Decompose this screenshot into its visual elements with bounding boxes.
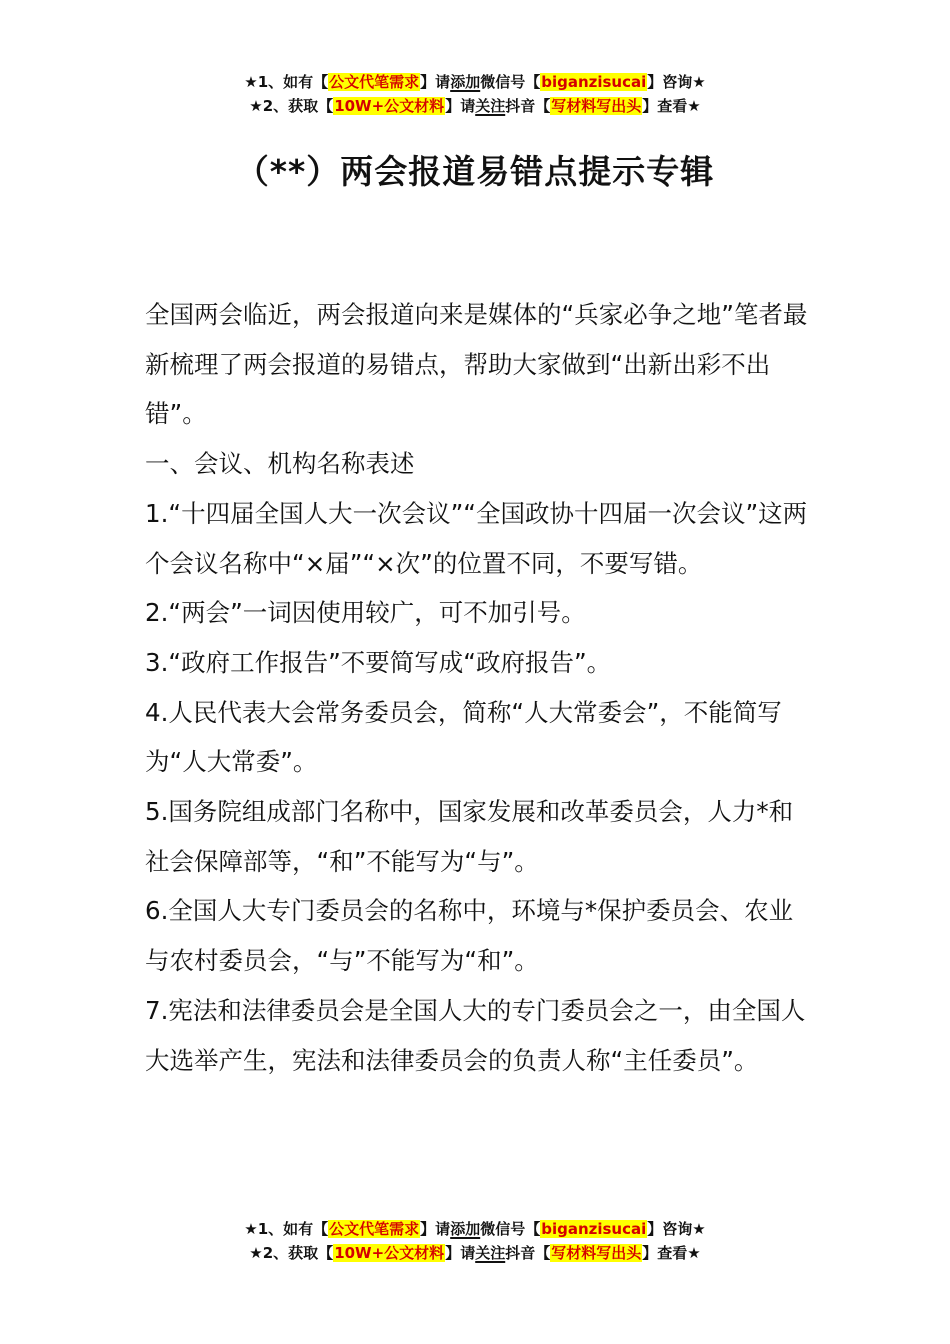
page-title: （**）两会报道易错点提示专辑 (235, 152, 715, 191)
banner-highlight: biganzisucai (541, 73, 647, 91)
list-item: 1.“十四届全国人大一次会议”“全国政协十四届一次会议”这两个会议名称中“×届”“×次”的位置不同，不要写错。 (145, 498, 808, 578)
banner-highlight: 10W+公文材料 (334, 97, 445, 115)
banner-highlight: 10W+公文材料 (334, 1244, 445, 1262)
banner-text: ★1、如有【 (244, 1220, 329, 1238)
banner-underlined-text: 关注 (475, 97, 506, 115)
banner-text: 】咨询★ (647, 1220, 706, 1238)
banner-text: 微信号【 (480, 73, 541, 91)
banner-text: 抖音【 (505, 97, 551, 115)
banner-text: 】请 (420, 73, 451, 91)
banner-text: ★2、获取【 (249, 1244, 334, 1262)
banner-text: 】请 (420, 1220, 451, 1238)
banner-text: 】请 (445, 1244, 476, 1262)
banner-text: 抖音【 (505, 1244, 551, 1262)
list-item: 6.全国人大专门委员会的名称中，环境与*保护委员会、农业与农村委员会，“与”不能写为“和”。 (145, 896, 794, 976)
footer-banner (0, 1217, 950, 1265)
header-banner (0, 70, 950, 118)
banner-text: 微信号【 (480, 1220, 541, 1238)
banner-text: 】查看★ (642, 97, 701, 115)
banner-text: ★2、获取【 (249, 97, 334, 115)
list-item: 2.“两会”一词因使用较广，可不加引号。 (145, 598, 586, 628)
banner-highlight: 公文代笔需求 (329, 1220, 420, 1238)
list-item: 3.“政府工作报告”不要简写成“政府报告”。 (145, 647, 612, 677)
banner-text: 】查看★ (642, 1244, 701, 1262)
list-item: 5.国务院组成部门名称中，国家发展和改革委员会，人力*和社会保障部等，“和”不能写为“与”。 (145, 797, 794, 876)
list-item: 7.宪法和法律委员会是全国人大的专门委员会之一，由全国人大选举产生，宪法和法律委员会的负责人称“主任委员”。 (145, 995, 806, 1075)
banner-line-2 (0, 94, 950, 118)
banner-line-2 (0, 1241, 950, 1265)
banner-highlight: 写材料写出头 (551, 97, 642, 115)
list-item: 4.人民代表大会常务委员会，简称“人大常委会”，不能简写为“人大常委”。 (145, 697, 782, 777)
banner-text: 】咨询★ (647, 73, 706, 91)
section-heading: 一、会议、机构名称表述 (145, 449, 415, 479)
banner-highlight: biganzisucai (541, 1220, 647, 1238)
banner-text: ★1、如有【 (244, 73, 329, 91)
banner-line-1 (0, 1217, 950, 1241)
banner-underlined-text: 添加 (450, 73, 481, 91)
document-body (145, 290, 813, 1085)
paragraph: 全国两会临近，两会报道向来是媒体的“兵家必争之地”笔者最新梳理了两会报道的易错点，帮助大家做到“出新出彩不出错”。 (145, 300, 808, 429)
banner-underlined-text: 添加 (450, 1220, 481, 1238)
banner-line-1 (0, 70, 950, 94)
banner-underlined-text: 关注 (475, 1244, 506, 1262)
banner-text: 】请 (445, 97, 476, 115)
banner-highlight: 公文代笔需求 (329, 73, 420, 91)
banner-highlight: 写材料写出头 (551, 1244, 642, 1262)
